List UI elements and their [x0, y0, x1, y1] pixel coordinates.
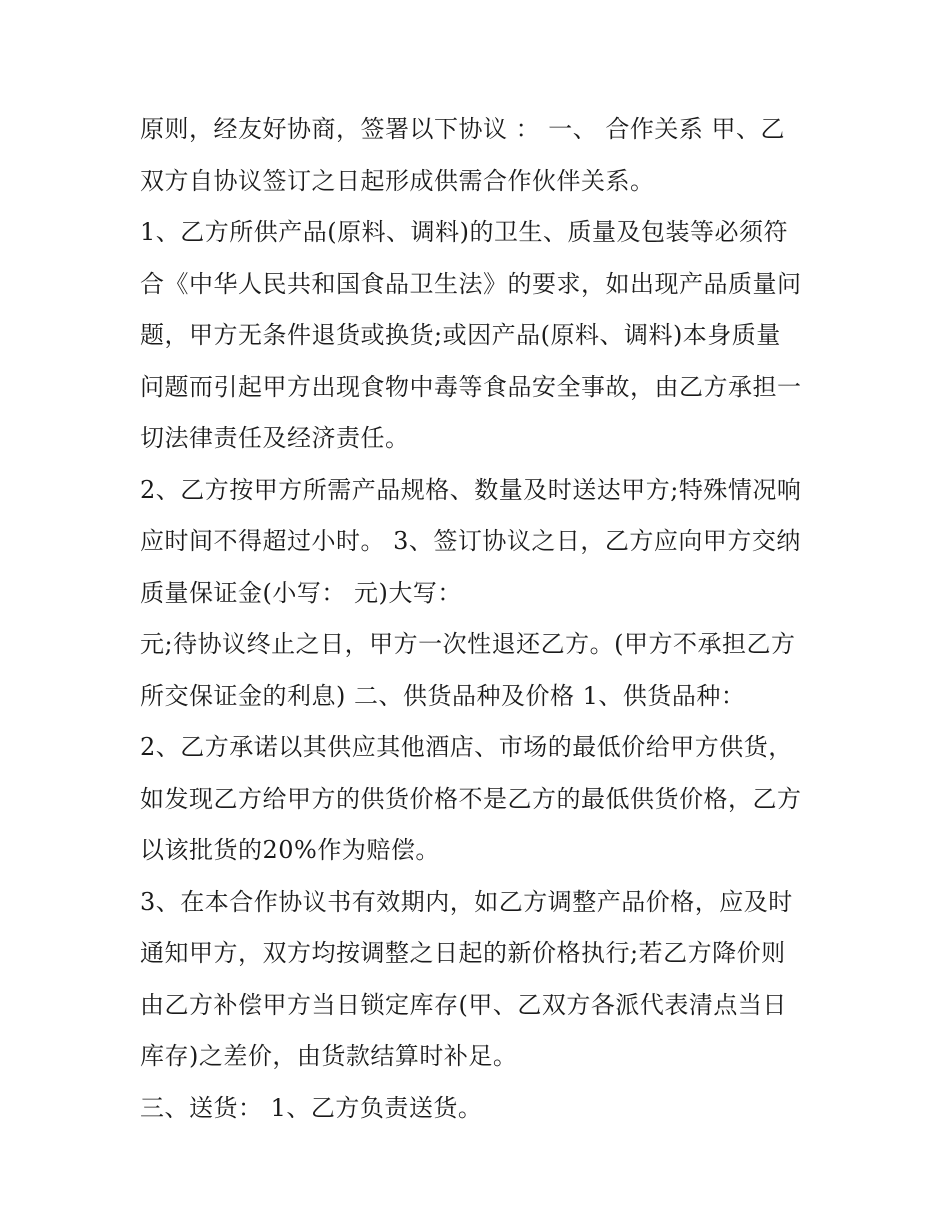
- text-line: 质量保证金(小写： 元)大写：: [140, 578, 462, 607]
- text-line: 切法律责任及经济责任。: [140, 424, 410, 452]
- text-line: 库存)之差价，由货款结算时补足。: [140, 1042, 518, 1070]
- text-line: 以该批货的20%作为赔偿。: [140, 836, 440, 864]
- text-line: 题，甲方无条件退货或换货;或因产品(原料、调料)本身质量: [140, 321, 781, 349]
- text-line: 双方自协议签订之日起形成供需合作伙伴关系。: [140, 166, 655, 195]
- text-line: 2、乙方按甲方所需产品规格、数量及时送达甲方;特殊情况响: [140, 475, 802, 504]
- text-line: 应时间不得超过小时。 3、签订协议之日，乙方应向甲方交纳: [140, 527, 801, 555]
- text-line: 三、送货： 1、乙方负责送货。: [140, 1093, 483, 1122]
- text-line: 问题而引起甲方出现食物中毒等食品安全事故，由乙方承担一: [140, 372, 802, 401]
- text-line: 如发现乙方给甲方的供货价格不是乙方的最低供货价格，乙方: [140, 784, 802, 813]
- text-line: 合《中华人民共和国食品卫生法》的要求，如出现产品质量问: [140, 269, 802, 298]
- text-line: 原则，经友好协商，签署以下协议 ： 一、 合作关系 甲、乙: [140, 115, 786, 143]
- text-line: 元;待协议终止之日，甲方一次性退还乙方。(甲方不承担乙方: [140, 630, 796, 658]
- text-line: 由乙方补偿甲方当日锁定库存(甲、乙双方各派代表清点当日: [140, 990, 787, 1019]
- text-line: 2、乙方承诺以其供应其他酒店、市场的最低价给甲方供货，: [140, 733, 793, 761]
- text-line: 1、乙方所供产品(原料、调料)的卫生、质量及包装等必须符: [140, 218, 788, 246]
- document-body: [140, 104, 820, 1134]
- text-line: 通知甲方，双方均按调整之日起的新价格执行;若乙方降价则: [140, 939, 786, 967]
- text-line: 所交保证金的利息) 二、供货品种及价格 1、供货品种：: [140, 681, 746, 710]
- text-line: 3、在本合作协议书有效期内，如乙方调整产品价格，应及时: [140, 887, 793, 916]
